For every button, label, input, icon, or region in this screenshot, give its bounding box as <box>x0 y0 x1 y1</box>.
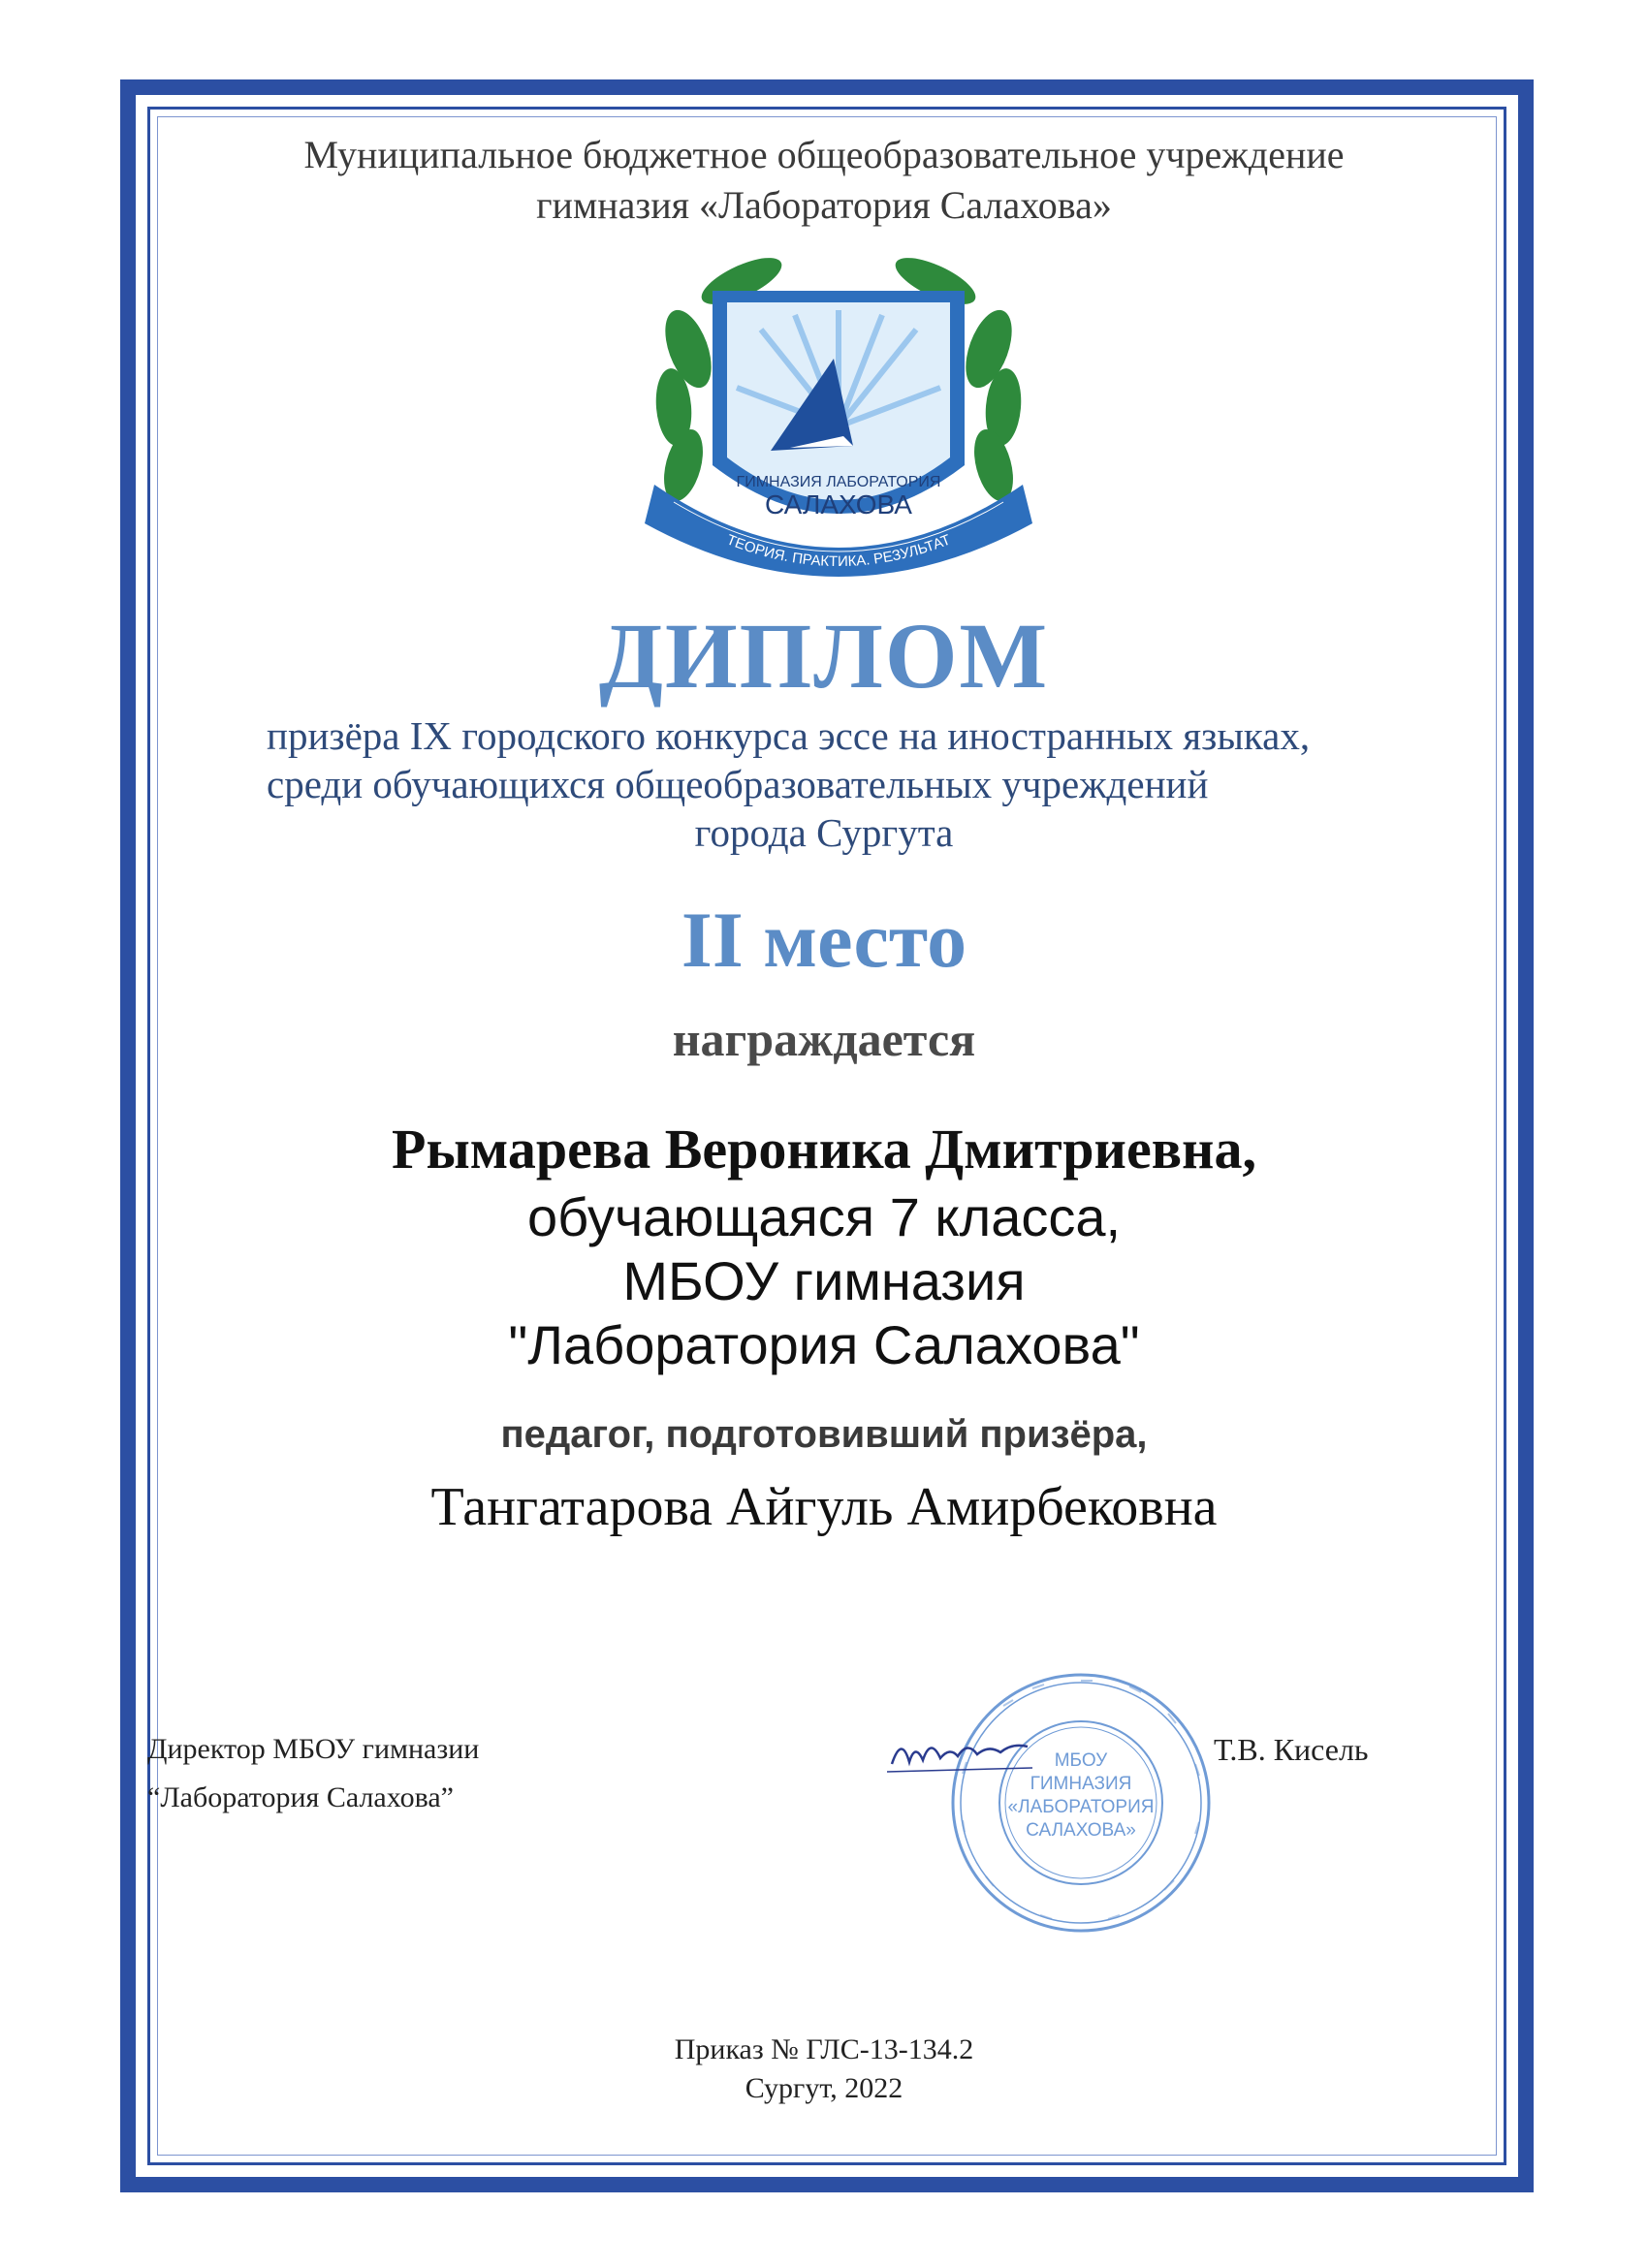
subtitle-line2: среди обучающихся общеобразовательных учреждений <box>267 762 1209 806</box>
stamp-text-line3: «ЛАБОРАТОРИЯ <box>1007 1797 1155 1817</box>
recipient-school-line1: МБОУ гимназия <box>622 1250 1026 1311</box>
diploma-title: ДИПЛОМ <box>598 604 1050 708</box>
official-stamp <box>945 1667 1217 1938</box>
stamp-text-line2: ГИМНАЗИЯ <box>1030 1774 1132 1794</box>
emblem-text-line2: САЛАХОВА <box>765 489 912 520</box>
recipient-school-line2: "Лаборатория Салахова" <box>508 1314 1140 1375</box>
award-place: II место <box>681 896 967 984</box>
teacher-name: Тангатарова Айгуль Амирбековна <box>430 1477 1218 1537</box>
subtitle-line1: призёра IX городского конкурса эссе на иностранных языках, <box>267 713 1311 758</box>
order-number: Приказ № ГЛС-13-134.2 <box>674 2033 974 2065</box>
director-name: Т.В. Кисель <box>1214 1732 1369 1767</box>
recipient-name: Рымарева Вероника Дмитриевна, <box>392 1118 1256 1181</box>
stamp-text-line4: САЛАХОВА» <box>1026 1820 1136 1841</box>
director-position-line1: Директор МБОУ гимназии <box>147 1733 480 1765</box>
director-position-line2: “Лаборатория Салахова” <box>147 1781 454 1813</box>
gymnasium-emblem <box>635 242 1042 591</box>
recipient-grade: обучающаяся 7 класса, <box>526 1186 1122 1247</box>
subtitle-line3: города Сургута <box>694 810 954 855</box>
institution-name-line2: гимназия «Лаборатория Салахова» <box>536 183 1112 227</box>
institution-name-line1: Муниципальное бюджетное общеобразовательное учреждение <box>303 133 1345 176</box>
emblem-motto: ТЕОРИЯ. ПРАКТИКА. РЕЗУЛЬТАТ <box>724 531 953 571</box>
teacher-label: педагог, подготовивший призёра, <box>500 1413 1148 1456</box>
emblem-text-line1: ГИМНАЗИЯ ЛАБОРАТОРИЯ <box>736 474 941 490</box>
director-signature <box>882 1725 1037 1783</box>
awarded-label: награждается <box>672 1012 976 1066</box>
city-year: Сургут, 2022 <box>745 2072 903 2104</box>
stamp-text-line1: МБОУ <box>1054 1750 1108 1771</box>
